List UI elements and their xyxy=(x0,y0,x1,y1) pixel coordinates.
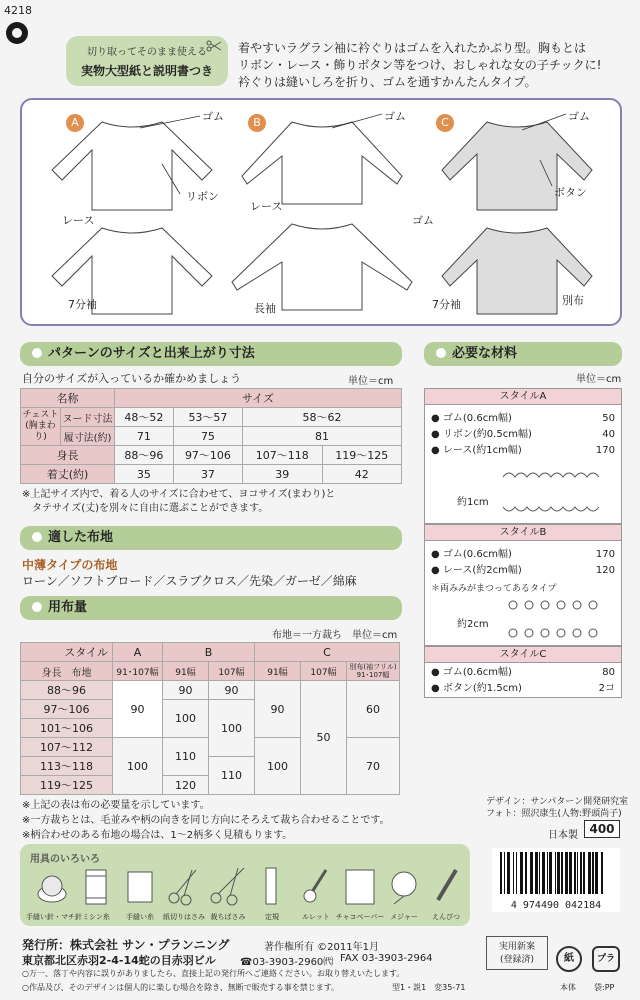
barcode-number: 4 974490 042184 xyxy=(510,900,602,911)
size-note: 自分のサイズが入っているか確かめましょう xyxy=(22,372,242,385)
label-button: ボタン xyxy=(554,186,587,199)
size-unit: 単位＝cm xyxy=(348,376,394,387)
lace-a-width: 約1cm xyxy=(457,497,489,508)
brand-logo xyxy=(6,22,28,44)
materials-unit: 単位＝cm xyxy=(576,374,622,385)
publisher-tel: ☎03-3903-2960㈹ xyxy=(240,957,334,968)
notice-2: ○作品及び、そのデザインは個人的に楽しむ場合を除き、無断で販売する事を禁じます。 xyxy=(22,983,340,992)
made-in: 日本製 xyxy=(548,830,578,841)
label-lace-a: レース xyxy=(62,214,95,227)
size-footnote: ※上記サイズ内で、着る人のサイズに合わせて、ヨコサイズ(まわり)と タテサイズ(丈)を別々に自由に選ぶことができます。 xyxy=(22,489,336,514)
publisher-address: 東京都北区赤羽2-4-14蛇の目赤羽ビル xyxy=(22,954,216,967)
thread-spool-icon: ミシン糸 xyxy=(76,866,116,906)
fukuro-label: 袋:PP xyxy=(594,983,615,992)
yardage-section-title: 用布量 xyxy=(20,596,402,620)
barcode xyxy=(492,848,620,912)
ruler-icon: 定規 xyxy=(252,866,292,906)
label-longsleeve: 長袖 xyxy=(254,302,276,315)
materials-style-b: スタイルB ● ゴム(0.6cm幅) 170 ● レース(約2cm幅) 120 ＊両みみがまつってあるタイプ 約2cm xyxy=(424,524,622,646)
honbai-label: 本体 xyxy=(560,983,576,992)
yardage-footnote: ※上記の表は布の必要量を示しています。 ※一方裁ちとは、毛並みや柄の向きを同じ方向にそろえて裁ち合わせることです。 ※柄合わせのある布地の場合は、1〜2柄多く見積もります。 xyxy=(22,800,390,841)
pin-cushion-icon: 手縫い針・マチ針 xyxy=(32,866,72,906)
plastic-recycle-icon: プラ xyxy=(592,946,620,972)
bullet-icon xyxy=(436,348,446,358)
badge-line1: 切り取ってそのまま使える xyxy=(87,47,207,58)
label-gomu-b2: ゴム xyxy=(412,214,434,227)
hand-thread-icon: 手縫い糸 xyxy=(120,866,160,906)
patent-box: 実用新案 (登録済) xyxy=(486,936,548,970)
tape-measure-icon: メジャー xyxy=(384,866,424,906)
style-a-badge: A xyxy=(66,114,84,132)
fabric-shears-icon: 裁ちばさみ xyxy=(208,866,248,906)
style-c-badge: C xyxy=(436,114,454,132)
label-betsununo: 別布 xyxy=(562,294,584,307)
publisher-name: 発行所：株式会社 サン・プランニング xyxy=(22,938,230,952)
bullet-icon xyxy=(32,348,42,358)
label-gomu-b: ゴム xyxy=(384,110,406,123)
credit-design: デザイン：サンパターン開発研究室 xyxy=(486,797,629,807)
product-number: 4218 xyxy=(4,4,32,17)
size-section-title: パターンのサイズと出来上がり寸法 xyxy=(20,342,402,366)
label-gomu-c: ゴム xyxy=(568,110,590,123)
notice-1: ○万一、落丁や内容に誤りがありましたら、直接上記の発行所へご連絡ください。お取り替えいたします。 xyxy=(22,969,405,978)
publisher-fax: FAX 03-3903-2964 xyxy=(340,953,433,964)
price: 400 xyxy=(584,820,620,838)
label-7sleeve-a: 7分袖 xyxy=(68,298,97,311)
fabric-section-title: 適した布地 xyxy=(20,526,402,550)
label-lace-b: レース xyxy=(250,200,283,213)
tools-panel xyxy=(20,844,470,926)
label-ribon: リボン xyxy=(186,190,219,203)
lace-b-note: ＊両みみがまつってあるタイプ xyxy=(431,584,557,594)
garment-illustrations xyxy=(22,100,620,324)
bullet-icon xyxy=(32,532,42,542)
scissors-icon xyxy=(206,40,222,52)
label-gomu-a: ゴム xyxy=(202,110,224,123)
fabric-type: 中薄タイプの布地 xyxy=(22,558,118,572)
badge-line2: 実物大型紙と説明書つき xyxy=(80,64,213,78)
tracing-wheel-icon: ルレット xyxy=(296,866,336,906)
barcode-bars xyxy=(492,848,620,896)
copyright: 著作権所有 ©2011年1月 xyxy=(264,942,379,953)
bullet-icon xyxy=(32,602,42,612)
lace-b-sample xyxy=(505,597,611,641)
credit-photo: フォト：照沢康生(人物:野頭尚子) xyxy=(486,809,622,819)
yardage-table: スタイル A B C 身長 布地 91･107幅 91幅 107幅 91幅 107幅 別布(袖フリル) 91･107幅 88〜96 90 90 90 90 50 60 97〜106 100 100 101〜106 107〜112 100 110 100 70 113〜118 110 119〜125 120 xyxy=(20,642,400,795)
paper-scissors-icon: 紙切りはさみ xyxy=(164,866,204,906)
lace-a-sample xyxy=(501,467,611,515)
materials-section-title: 必要な材料 xyxy=(424,342,622,366)
tools-title: 用具のいろいろ xyxy=(30,854,100,865)
lace-b-width: 約2cm xyxy=(457,619,489,630)
description: 着やすいラグラン袖に衿ぐりはゴムを入れたかぶり型。胸もとは リボン・レース・飾りボタン等をつけ、おしゃれな女の子チックに! 衿ぐりは縫いしろを折り、ゴムを通すかんたんタイプ。 xyxy=(238,41,602,89)
yardage-unit: 布地＝一方裁ち 単位＝cm xyxy=(272,630,398,641)
pattern-badge xyxy=(66,36,228,86)
materials-style-c: スタイルC ● ゴム(0.6cm幅) 80 ● ボタン(約1.5cm) 2コ xyxy=(424,646,622,698)
label-7sleeve-c: 7分袖 xyxy=(432,298,461,311)
product-code: 型1・説1 変35-71 xyxy=(392,983,466,992)
chalk-paper-icon: チャコペーパー xyxy=(340,866,380,906)
paper-recycle-icon: 紙 xyxy=(556,946,582,972)
fabric-list: ローン／ソフトブロード／スラブクロス／先染／ガーゼ／綿麻 xyxy=(22,574,357,588)
size-table: 名称 サイズ チェスト (胸まわり) ヌード寸法 48〜52 53〜57 58〜62 履寸法(約) 71 75 81 身長 88〜96 97〜106 107〜118 119〜125 着丈(約) 35 37 39 42 xyxy=(20,388,402,484)
pencil-icon: えんぴつ xyxy=(426,866,466,906)
materials-style-a: スタイルA ● ゴム(0.6cm幅) 50 ● リボン(約0.5cm幅) 40 ● レース(約1cm幅) 170 約1cm xyxy=(424,388,622,524)
illustration-panel xyxy=(20,98,622,326)
style-b-badge: B xyxy=(248,114,266,132)
